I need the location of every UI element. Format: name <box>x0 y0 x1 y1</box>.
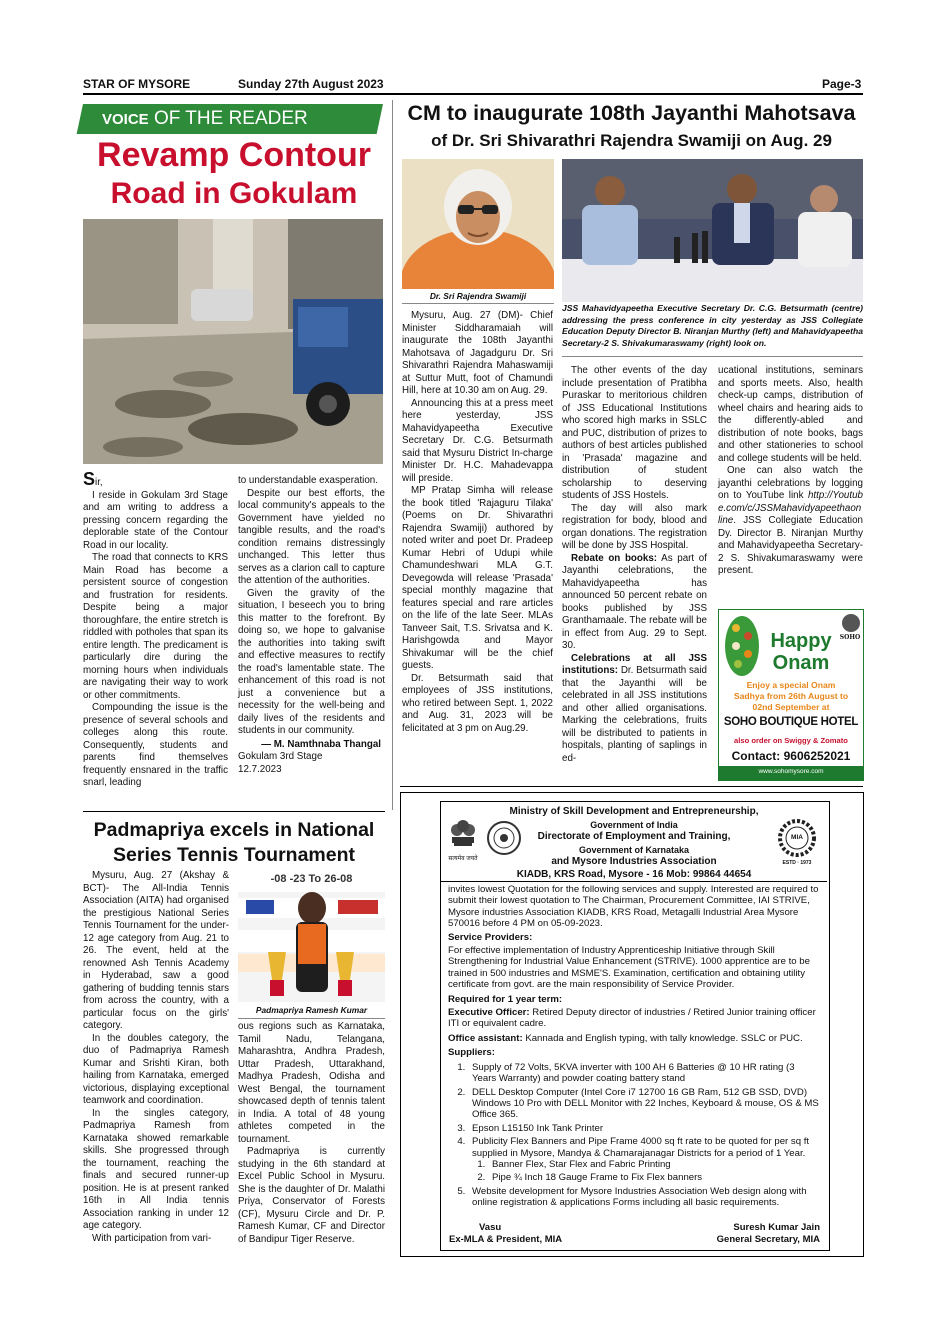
cm-paragraph: ucational institutions, seminars and sports meets. Also, health check-up camps, distribution of wheel chairs and hearing aids to the differently-abled and distribution of note books, bags and other stationeries to school and college students will be held. <box>718 365 863 464</box>
mia-logo-year: ESTD · 1973 <box>782 860 812 866</box>
voice-tag-strong: VOICE <box>102 111 149 128</box>
notice-association: and Mysore Industries Association <box>551 856 717 867</box>
voice-title-line2: Road in Gokulam <box>110 177 358 210</box>
soho-logo-text: SOHO <box>839 634 861 641</box>
header-rule <box>83 93 863 95</box>
voice-address: Gokulam 3rd Stage <box>238 751 323 762</box>
celebration-heading: Celebrations at all JSS institutions: <box>562 652 707 676</box>
office-assistant-text: Kannada and English typing, with tally knowledge. SSLC or PUC. <box>522 1032 803 1044</box>
celebration-text: Dr. Betsurmath said that the Jayanthi will be celebrated in all JSS institutions and other allied organisations. Marking the celebrations, fruits will be distributed to patients in hospitals, planting of saplings in ed- <box>562 665 707 764</box>
signatory-right-name: Suresh Kumar Jain <box>733 1222 820 1233</box>
soho-offer-line: Enjoy a special Onam <box>746 680 836 690</box>
cm-paragraph: The other events of the day include presentation of Pratibha Puraskar to meritorious children of JSS Educational Institutions who scored high marks in SSLC and PUC, distribution of prizes to authors of best articles published in 'Prasada' magazine and distribution of student scholarship to deserving students of JSS Hostels. <box>562 365 707 501</box>
cm-column-1 <box>402 310 553 735</box>
voice-column-1 <box>83 469 228 790</box>
office-assistant-heading: Office assistant: <box>448 1032 523 1044</box>
voice-paragraph: Despite our best efforts, the local community's appeals to the Government have yielded no tangible results, and the road's condition remains distressingly unchanged. This letter thus serves as a clarion call to capture the attention of the authorities. <box>238 487 385 586</box>
voice-salutation-text: ir, <box>95 477 103 488</box>
tennis-player-photo <box>238 870 385 1002</box>
supplier-item: 5. Website development for Mysore Industries Association Web design along with online registration & applications Forms including all basic requirements. <box>468 1186 820 1209</box>
signatory-left-title: Ex-MLA & President, MIA <box>449 1234 563 1245</box>
signatory-left <box>449 1222 589 1246</box>
services-text: For effective implementation of Industry Apprenticeship Initiative through Skill Strengthening for Industrial Value Enhancement (STRIVE). 1000 apprentice are to be trained in 500 industries and MSME'S. Examination, certification and obtaining utility certificate from govt. are the main responsibility of Service Provider. <box>448 945 810 991</box>
voice-title-line1: Revamp Contour <box>97 136 371 174</box>
voice-paragraph: The road that connects to KRS Main Road has become a persistent source of congestion and frustration for residents. Despite being a major thoroughfare, the entire stretch is riddled with potholes that span its entire length. The predicament is particularly dire during the morning hours when individuals are navigating their way to work or other commitments. <box>83 552 228 701</box>
voice-banner-text <box>102 107 308 132</box>
executive-officer-text: Retired Deputy director of industries / Retired Junior training officer ITI or equivalent cadre. <box>448 1007 816 1030</box>
voice-paragraph: I reside in Gokulam 3rd Stage and am writing to address a pressing concern regarding the deplorable state of the Contour Road in our locality. <box>83 489 228 551</box>
cm-paragraph: The day will also mark registration for body, blood and organ donations. The registration will be done by JSS Hospital. <box>562 502 707 551</box>
supplier-item-text: Publicity Flex Banners and Pipe Frame 4000 sq ft rate to be quoted for per sq ft supplied in Mysore, Mandya & Chamarajanagar Districts for a period of 1 Year. <box>472 1136 810 1159</box>
voice-salutation <box>83 469 228 490</box>
caption-rule <box>238 1018 385 1019</box>
notice-ministry: Ministry of Skill Development and Entrepreneurship, <box>509 806 759 817</box>
tennis-photo-caption: Padmapriya Ramesh Kumar <box>255 1005 368 1015</box>
press-conference-photo <box>562 159 863 302</box>
caption-rule <box>402 303 554 304</box>
tennis-column-2 <box>238 1021 385 1246</box>
column-divider <box>392 100 393 810</box>
cm-celebration-paragraph <box>562 653 707 766</box>
voice-column-2 <box>238 475 385 776</box>
cm-livestream-paragraph <box>718 465 863 578</box>
supplier-sub-list <box>472 1159 820 1184</box>
notice-govt-india: Government of India <box>590 819 678 830</box>
press-photo-caption: JSS Mahavidyapeetha Executive Secretary Dr. C.G. Betsurmath (centre) addressing the press conference in city yesterday as JSS Collegiate Education Deputy Director B. Niranjan Murthy (left) and Mahavidyapeetha Secretary-2 S. Shivakumaraswamy (right) look on. <box>562 303 863 348</box>
paper-name: STAR OF MYSORE <box>83 77 191 91</box>
voice-signature: — M. Namthnaba Thangal <box>261 738 381 750</box>
tennis-paragraph: ous regions such as Karnataka, Tamil Nadu, Telangana, Maharashtra, Andhra Pradesh, Uttar Pradesh, Uttarakhand, Madhya Pradesh, Odisha and West Bengal, the tournament showcased depth of tennis talent in India. A total of 48 young athletes competed in the tournament. <box>238 1021 385 1145</box>
signatory-right-title: General Secretary, MIA <box>716 1234 820 1245</box>
notice-rule <box>441 881 827 882</box>
pothole-road-photo <box>83 219 383 464</box>
voice-paragraph: Given the gravity of the situation, I beseech you to bring this matter to the forefront. By doing so, we hope to galvanise the authorities into taking swift and effective measures to rectify the road's lamentable state. The enhancement of this road is not just a convenience but a necessity for the well-being and daily lives of the residents and students in our community. <box>238 587 385 736</box>
tennis-paragraph: With participation from vari- <box>92 1232 212 1244</box>
soho-order-text: also order on Swiggy & Zomato <box>734 736 848 745</box>
section-divider <box>83 811 385 812</box>
soho-logo-icon <box>842 614 860 632</box>
cm-paragraph: MP Pratap Simha will release the book titled 'Rajaguru Tilaka' (Poems on Dr. Shivarathri Rajendra Swamiji) authored by noted writer and poet Dr. Pradeep Kumar Hebri of Udupi while Chamundeshwari MLA G.T. Devegowda will release 'Prasada' special monthly magazine that features special and rare articles on the life of the late Seer. MLAs Tanveer Sait, T.S. Srivatsa and K. Harishgowda and Mayor Shivakumar will be the chief guests. <box>402 485 553 671</box>
services-heading: Service Providers: <box>448 931 533 943</box>
tennis-paragraph: In the doubles category, the duo of Padmapriya Ramesh Kumar and Srishti Kiran, both hailing from Karnataka, emerged victorious, displaying exceptional teamwork and coordination. <box>83 1032 229 1106</box>
soho-onam-ad[interactable] <box>718 609 864 781</box>
paper-date: Sunday 27th August 2023 <box>238 77 384 91</box>
voice-paragraph: to understandable exasperation. <box>238 475 378 486</box>
cm-headline-line2: of Dr. Sri Shivarathri Rajendra Swamiji on Aug. 29 <box>431 131 832 150</box>
supplier-item: 1. Supply of 72 Volts, 5KVA inverter with 100 AH 6 Batteries @ 10 HR rating (3 Years Warranty) and powder coating battery stand <box>468 1062 820 1085</box>
voice-tag-rest: OF THE READER <box>148 108 308 129</box>
section-divider <box>400 786 863 787</box>
tennis-paragraph: Mysuru, Aug. 27 (Akshay & BCT)- The All-India Tennis Association (AITA) had organised the prestigious National Series Tennis Tournament for the under-12 age category from Aug. 21 to 26. The event, held at the renowned Ash Tennis Academy in Hyderabad, saw a good gathering of budding tennis stars from across the country, with a particular focus on the girls' category. <box>83 870 229 1031</box>
livestream-text-end: . JSS Collegiate Education Dy. Director B. Niranjan Murthy and Mahavidyapeetha Secretary-2 S. Shivakumaraswamy were present. <box>718 515 863 576</box>
rebate-text: As part of Jayanthi celebrations, the Mahavidyapeetha has announced 50 percent rebate on books published by JSS Granthamaale. The rebate will be in effect from Aug. 29 to Sept. 30. <box>562 552 707 651</box>
supplier-sub-item: 2. Pipe ¾ Inch 18 Gauge Frame to Fix Flex banners <box>488 1172 820 1183</box>
cm-rebate-paragraph <box>562 553 707 653</box>
cm-paragraph: Announcing this at a press meet here yesterday, JSS Mahavidyapeetha Executive Secretary Dr. C.G. Betsurmath said that Mysuru District In-charge Minister Dr. H.C. Mahadevappa will preside. <box>402 397 553 484</box>
youtube-link[interactable]: http://Youtube.com/c/JSSMahavidyapeethaonline <box>718 490 863 526</box>
happy-text: Happy <box>770 630 832 652</box>
page-number: Page-3 <box>822 77 862 91</box>
notice-govt-karnataka: Government of Karnataka <box>578 844 690 855</box>
supplier-item: 2. DELL Desktop Computer (Intel Core i7 12700 16 GB Ram, 512 GB SSD, DVD) Windows 10 Pro with DELL Monitor with 22 Inches, Keyboard & mouse, OS & MS Office 365. <box>468 1087 820 1121</box>
tennis-column-1 <box>83 870 229 1245</box>
cm-paragraph: Dr. Betsurmath said that employees of JSS institutions, who retired between Sept. 1, 2022 and Aug. 31, 2023 will be felicitated at 3 pm on Aug.29. <box>402 672 553 734</box>
notice-letterhead <box>440 806 828 881</box>
tennis-paragraph: Padmapriya is currently studying in the 6th standard at Excel Public School in Mysuru. She is the daughter of Dr. Malathi Priya, Conservator of Forests (CF), Mysuru Circle and Dr. P. Ramesh Kumar, CF and Director of Bandipur Tiger Reserve. <box>238 1146 385 1245</box>
rebate-heading: Rebate on books: <box>571 552 658 564</box>
mia-logo-text: MIA <box>791 834 803 841</box>
soho-contact[interactable]: Contact: 9606252021 <box>731 749 851 763</box>
livestream-text: One can also watch the jayanthi celebrations by logging on to YouTube link <box>718 465 863 501</box>
soho-offer <box>719 680 863 713</box>
tennis-headline-line2: Series Tennis Tournament <box>113 844 355 866</box>
notice-intro: invites lowest Quotation for the following services and supply. Interested are required to submit their lowest quotation to The Chairman, Procurement Committee, IAI STRIVE, Mysore industries Association KIADB, KRS Road, Metagalli Industrial Area Mysore 570016 before 4 PM on 05-09-2023. <box>448 884 819 930</box>
voice-dropcap: S <box>83 469 96 489</box>
voice-date: 12.7.2023 <box>238 763 282 775</box>
cm-headline-line1: CM to inaugurate 108th Jayanthi Mahotsava <box>407 101 856 125</box>
cm-column-3 <box>718 365 863 578</box>
term-heading: Required for 1 year term: <box>448 993 563 1005</box>
executive-officer-heading: Executive Officer: <box>448 1007 530 1019</box>
soho-website[interactable]: www.sohomysore.com <box>758 768 824 775</box>
swamiji-photo-caption: Dr. Sri Rajendra Swamiji <box>429 291 527 301</box>
swamiji-photo <box>402 159 554 289</box>
supplier-sub-item: 1. Banner Flex, Star Flex and Fabric Printing <box>488 1159 820 1170</box>
photo-banner-text: -08 -23 To 26-08 <box>270 873 353 885</box>
cm-paragraph: Mysuru, Aug. 27 (DM)- Chief Minister Siddharamaiah will inaugurate the 108th Jayanthi Mahotsava of Jagadguru Dr. Sri Shivarathri Rajendra Mahaswamiji at Suttur Mutt, foot of Chamundi Hill, here at 10.30 am on Aug. 29. <box>402 310 553 396</box>
suppliers-heading: Suppliers: <box>448 1047 495 1059</box>
signatory-left-name: Vasu <box>479 1222 502 1233</box>
caption-rule <box>562 356 863 357</box>
cm-column-2 <box>562 365 707 765</box>
tennis-headline-line1: Padmapriya excels in National <box>93 819 375 841</box>
onam-text: Onam <box>772 652 830 674</box>
voice-paragraph: Compounding the issue is the presence of several schools and colleges along this route. Consequently, students and parents find themselves frequently ensnared in the traffic snarl, leading <box>83 702 228 788</box>
soho-offer-line: 02nd September at <box>752 702 830 712</box>
supplier-item: 3. Epson L15150 Ink Tank Printer <box>468 1123 820 1134</box>
suppliers-list <box>448 1062 820 1209</box>
tennis-paragraph: In the singles category, Padmapriya Ramesh from Karnataka showed remarkable skills. She progressed through the tournament, reaching the finals and secured runner-up position. He is at present ranked 16th in All India tennis Association ranking in under 12 age category. <box>83 1107 229 1231</box>
notice-address: KIADB, KRS Road, Mysore - 16 Mob: 99864 44654 <box>516 868 752 880</box>
soho-offer-line: Sadhya from 26th August to <box>733 691 849 701</box>
notice-directorate: Directorate of Employment and Training, <box>537 831 731 842</box>
banana-leaf-icon <box>722 614 762 678</box>
emblem-caption: सत्यमेव जयते <box>448 856 478 862</box>
supplier-item <box>468 1136 820 1184</box>
signatory-right <box>680 1222 820 1246</box>
soho-hotel-name: SOHO BOUTIQUE HOTEL <box>723 716 859 728</box>
notice-body <box>448 884 820 1211</box>
